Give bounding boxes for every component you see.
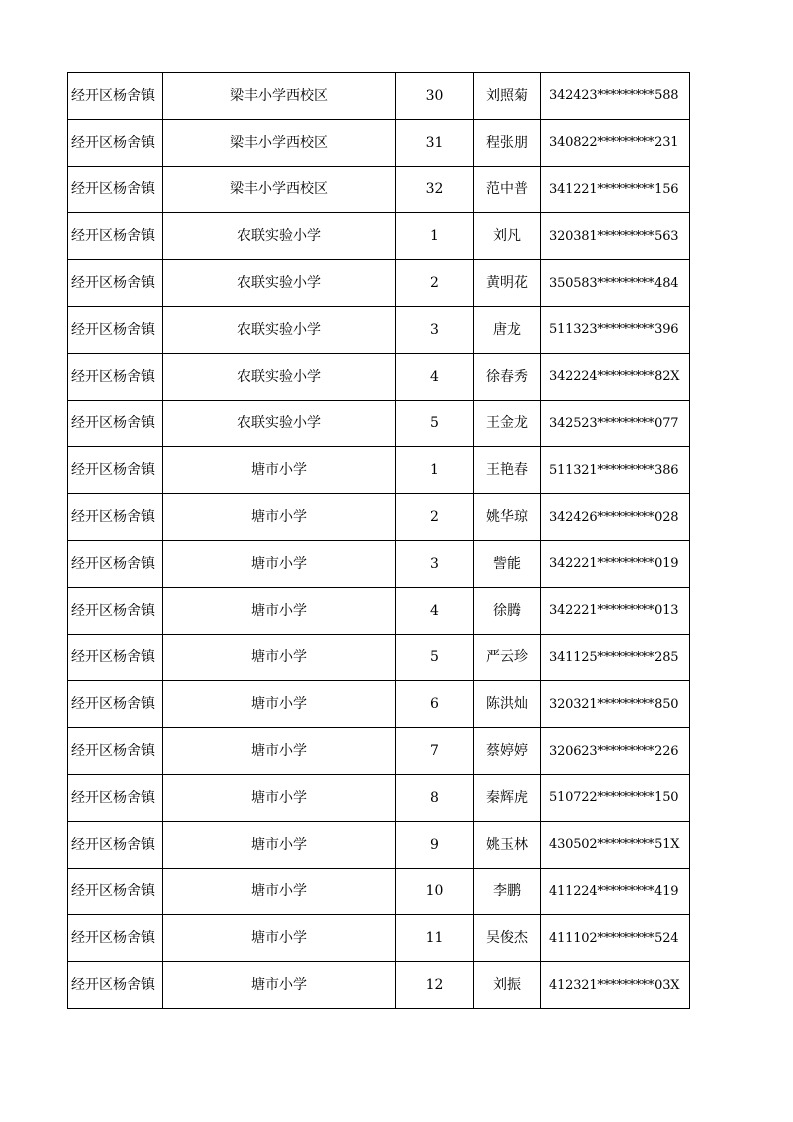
table-row bbox=[68, 166, 690, 213]
school-cell: 梁丰小学西校区 bbox=[163, 166, 396, 213]
school-cell: 塘市小学 bbox=[163, 540, 396, 587]
name-cell: 刘凡 bbox=[474, 213, 541, 260]
number-cell: 2 bbox=[396, 260, 474, 307]
name-cell: 姚华琼 bbox=[474, 494, 541, 541]
area-cell: 经开区杨舍镇 bbox=[68, 494, 163, 541]
name-cell: 訾能 bbox=[474, 540, 541, 587]
school-cell: 塘市小学 bbox=[163, 681, 396, 728]
table-row bbox=[68, 868, 690, 915]
id-number-cell: 320623*********226 bbox=[541, 728, 690, 775]
number-cell: 8 bbox=[396, 774, 474, 821]
table-row bbox=[68, 260, 690, 307]
table-row bbox=[68, 447, 690, 494]
area-cell: 经开区杨舍镇 bbox=[68, 728, 163, 775]
area-cell: 经开区杨舍镇 bbox=[68, 260, 163, 307]
id-number-cell: 510722*********150 bbox=[541, 774, 690, 821]
number-cell: 3 bbox=[396, 540, 474, 587]
school-cell: 塘市小学 bbox=[163, 821, 396, 868]
id-number-cell: 342423*********588 bbox=[541, 73, 690, 120]
school-cell: 农联实验小学 bbox=[163, 260, 396, 307]
name-cell: 徐春秀 bbox=[474, 353, 541, 400]
number-cell: 5 bbox=[396, 634, 474, 681]
id-number-cell: 350583*********484 bbox=[541, 260, 690, 307]
id-number-cell: 342523*********077 bbox=[541, 400, 690, 447]
name-cell: 唐龙 bbox=[474, 306, 541, 353]
name-cell: 刘振 bbox=[474, 962, 541, 1009]
school-cell: 梁丰小学西校区 bbox=[163, 73, 396, 120]
table-row bbox=[68, 821, 690, 868]
area-cell: 经开区杨舍镇 bbox=[68, 400, 163, 447]
number-cell: 5 bbox=[396, 400, 474, 447]
school-cell: 塘市小学 bbox=[163, 494, 396, 541]
id-number-cell: 320381*********563 bbox=[541, 213, 690, 260]
number-cell: 30 bbox=[396, 73, 474, 120]
name-cell: 李鹏 bbox=[474, 868, 541, 915]
roster-table-body bbox=[68, 73, 690, 1009]
id-number-cell: 320321*********850 bbox=[541, 681, 690, 728]
name-cell: 范中普 bbox=[474, 166, 541, 213]
name-cell: 程张朋 bbox=[474, 119, 541, 166]
school-cell: 塘市小学 bbox=[163, 587, 396, 634]
roster-table bbox=[67, 72, 690, 1009]
id-number-cell: 342221*********019 bbox=[541, 540, 690, 587]
name-cell: 徐腾 bbox=[474, 587, 541, 634]
table-row bbox=[68, 353, 690, 400]
area-cell: 经开区杨舍镇 bbox=[68, 73, 163, 120]
area-cell: 经开区杨舍镇 bbox=[68, 821, 163, 868]
table-row bbox=[68, 119, 690, 166]
area-cell: 经开区杨舍镇 bbox=[68, 868, 163, 915]
area-cell: 经开区杨舍镇 bbox=[68, 306, 163, 353]
number-cell: 32 bbox=[396, 166, 474, 213]
school-cell: 农联实验小学 bbox=[163, 400, 396, 447]
name-cell: 吴俊杰 bbox=[474, 915, 541, 962]
area-cell: 经开区杨舍镇 bbox=[68, 540, 163, 587]
table-row bbox=[68, 728, 690, 775]
number-cell: 3 bbox=[396, 306, 474, 353]
area-cell: 经开区杨舍镇 bbox=[68, 166, 163, 213]
area-cell: 经开区杨舍镇 bbox=[68, 915, 163, 962]
area-cell: 经开区杨舍镇 bbox=[68, 634, 163, 681]
number-cell: 12 bbox=[396, 962, 474, 1009]
school-cell: 塘市小学 bbox=[163, 868, 396, 915]
id-number-cell: 430502*********51X bbox=[541, 821, 690, 868]
number-cell: 4 bbox=[396, 587, 474, 634]
id-number-cell: 342221*********013 bbox=[541, 587, 690, 634]
school-cell: 塘市小学 bbox=[163, 774, 396, 821]
table-row bbox=[68, 306, 690, 353]
id-number-cell: 511323*********396 bbox=[541, 306, 690, 353]
table-row bbox=[68, 915, 690, 962]
area-cell: 经开区杨舍镇 bbox=[68, 353, 163, 400]
school-cell: 塘市小学 bbox=[163, 962, 396, 1009]
table-row bbox=[68, 213, 690, 260]
school-cell: 农联实验小学 bbox=[163, 306, 396, 353]
number-cell: 1 bbox=[396, 447, 474, 494]
table-row bbox=[68, 774, 690, 821]
name-cell: 蔡婷婷 bbox=[474, 728, 541, 775]
name-cell: 王金龙 bbox=[474, 400, 541, 447]
school-cell: 农联实验小学 bbox=[163, 213, 396, 260]
area-cell: 经开区杨舍镇 bbox=[68, 213, 163, 260]
id-number-cell: 340822*********231 bbox=[541, 119, 690, 166]
school-cell: 梁丰小学西校区 bbox=[163, 119, 396, 166]
id-number-cell: 412321*********03X bbox=[541, 962, 690, 1009]
school-cell: 塘市小学 bbox=[163, 728, 396, 775]
table-row bbox=[68, 494, 690, 541]
number-cell: 9 bbox=[396, 821, 474, 868]
id-number-cell: 511321*********386 bbox=[541, 447, 690, 494]
name-cell: 王艳春 bbox=[474, 447, 541, 494]
id-number-cell: 411102*********524 bbox=[541, 915, 690, 962]
area-cell: 经开区杨舍镇 bbox=[68, 119, 163, 166]
name-cell: 姚玉林 bbox=[474, 821, 541, 868]
number-cell: 11 bbox=[396, 915, 474, 962]
id-number-cell: 411224*********419 bbox=[541, 868, 690, 915]
number-cell: 6 bbox=[396, 681, 474, 728]
table-row bbox=[68, 540, 690, 587]
number-cell: 2 bbox=[396, 494, 474, 541]
table-row bbox=[68, 681, 690, 728]
number-cell: 7 bbox=[396, 728, 474, 775]
area-cell: 经开区杨舍镇 bbox=[68, 774, 163, 821]
name-cell: 秦辉虎 bbox=[474, 774, 541, 821]
table-row bbox=[68, 962, 690, 1009]
name-cell: 严云珍 bbox=[474, 634, 541, 681]
number-cell: 4 bbox=[396, 353, 474, 400]
school-cell: 塘市小学 bbox=[163, 915, 396, 962]
number-cell: 31 bbox=[396, 119, 474, 166]
id-number-cell: 341221*********156 bbox=[541, 166, 690, 213]
number-cell: 1 bbox=[396, 213, 474, 260]
name-cell: 刘照菊 bbox=[474, 73, 541, 120]
name-cell: 陈洪灿 bbox=[474, 681, 541, 728]
table-row bbox=[68, 634, 690, 681]
school-cell: 塘市小学 bbox=[163, 447, 396, 494]
school-cell: 塘市小学 bbox=[163, 634, 396, 681]
table-row bbox=[68, 400, 690, 447]
table-row bbox=[68, 587, 690, 634]
school-cell: 农联实验小学 bbox=[163, 353, 396, 400]
number-cell: 10 bbox=[396, 868, 474, 915]
area-cell: 经开区杨舍镇 bbox=[68, 587, 163, 634]
name-cell: 黄明花 bbox=[474, 260, 541, 307]
id-number-cell: 341125*********285 bbox=[541, 634, 690, 681]
table-row bbox=[68, 73, 690, 120]
area-cell: 经开区杨舍镇 bbox=[68, 681, 163, 728]
id-number-cell: 342426*********028 bbox=[541, 494, 690, 541]
area-cell: 经开区杨舍镇 bbox=[68, 962, 163, 1009]
area-cell: 经开区杨舍镇 bbox=[68, 447, 163, 494]
id-number-cell: 342224*********82X bbox=[541, 353, 690, 400]
